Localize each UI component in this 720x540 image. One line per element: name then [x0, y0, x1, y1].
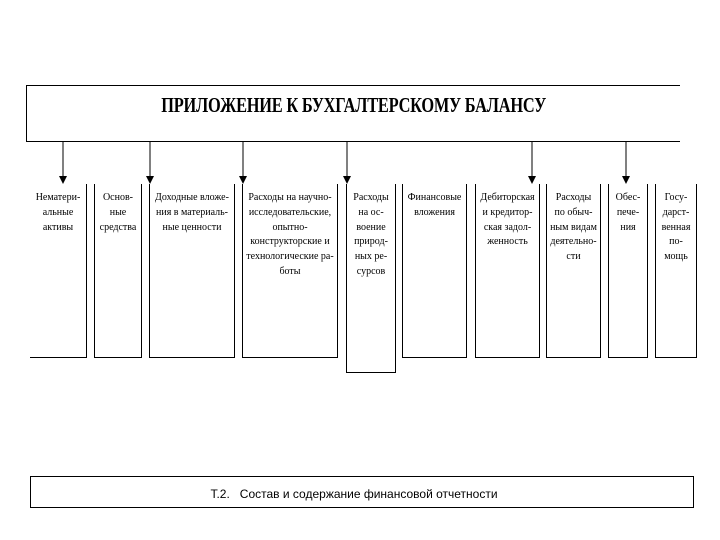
column-receivables-payables: [475, 184, 540, 358]
caption-text: Т.2. Состав и содержание финансовой отчетности: [210, 487, 498, 501]
column-income-investments: [149, 184, 235, 358]
column-label: Нематери- альные активы: [35, 192, 81, 233]
column-label: Основ- ные средства: [99, 192, 137, 233]
column-state-aid: [655, 184, 697, 358]
caption-box: [30, 476, 694, 508]
column-provisions: [608, 184, 648, 358]
column-natural-resources-expenses: [346, 184, 396, 373]
column-label: Расходы на научно- исследовательские, опытно- конструкторские и технологические ра- боты: [246, 192, 334, 277]
header-title: ПРИЛОЖЕНИЕ К БУХГАЛТЕРСКОМУ БАЛАНСУ: [161, 93, 546, 117]
column-label: Расходы на ос- воение природ- ных ре- сурсов: [353, 192, 389, 277]
column-financial-investments: [402, 184, 467, 358]
column-label: Финансовые вложения: [407, 192, 462, 218]
column-rnd-expenses: [242, 184, 338, 358]
column-label: Доходные вложе- ния в материаль- ные ценности: [155, 192, 229, 233]
column-label: Расходы по обыч- ным видам деятельно- сти: [550, 192, 597, 263]
column-ordinary-activity-expenses: [546, 184, 601, 358]
column-label: Госу- дарст- венная по- мощь: [661, 192, 691, 263]
column-intangible-assets: [30, 184, 87, 358]
column-fixed-assets: [94, 184, 142, 358]
column-label: Дебиторская и кредитор- ская задол- женность: [480, 192, 535, 248]
column-label: Обес- пече- ния: [615, 192, 641, 233]
